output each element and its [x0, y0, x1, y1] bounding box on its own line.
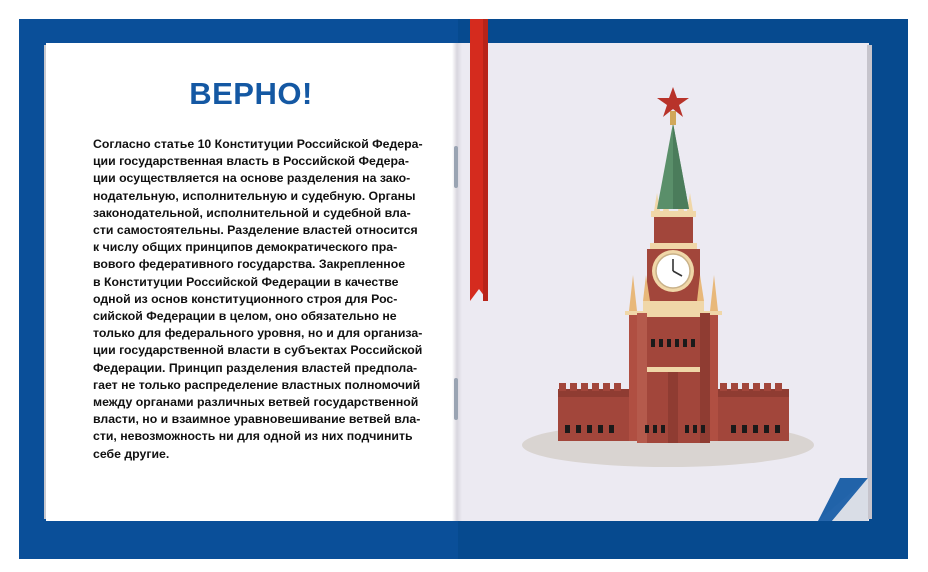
- page-curl-icon: [818, 478, 868, 521]
- page-title: ВЕРНО!: [189, 76, 313, 111]
- kremlin-tower-icon: [457, 43, 869, 521]
- answer-explanation-text: Согласно статье 10 Конституции Российской Федера- ции государственная власть в Российской Федера- ции осуществляется на основе разделения на зако- нодательную, исполнительную и судебную. Органы законодательной, исполнительной и судебной вла- сти самостоятельны. Разделение властей относится к числу общих принципов демократического пра- вового федеративного государства. Закрепленное в Конституции Российской Федерации в качестве одной из основ конституционного строя для Рос- сийской Федерации в целом, оно обязательно не только для федерального уровня, но и для организа- ции государственной власти в субъектах Российской Федерации. Принцип разделения властей предпола- гает не только распределение властных полномочий между органами различных ветвей государственной власти, но и взаимное уравновешивание ветвей вла- сти, невозможность ни для одной из них подчинить себе другие.: [93, 137, 423, 461]
